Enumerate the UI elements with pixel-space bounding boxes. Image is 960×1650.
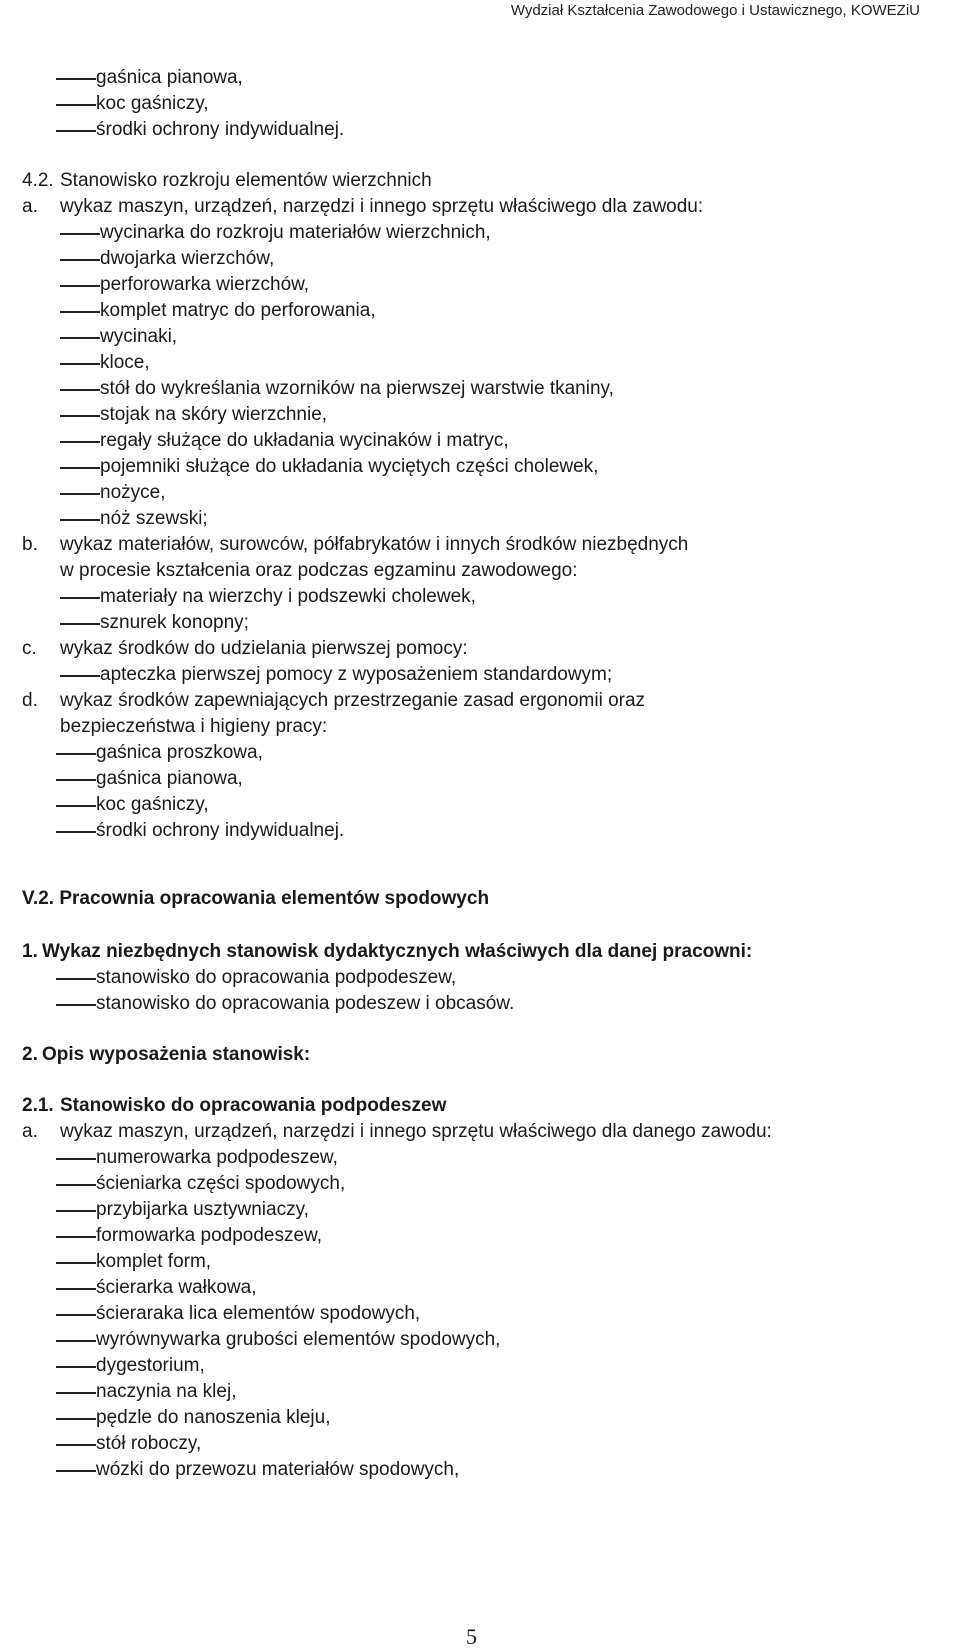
list-item: dygestorium,: [96, 1355, 205, 1376]
bullet-dash: [56, 130, 96, 132]
list-item: pojemniki służące do układania wyciętych części cholewek,: [100, 456, 599, 477]
section-number: 4.2.: [22, 170, 54, 191]
list-item: stojak na skóry wierzchnie,: [100, 404, 328, 425]
list-text: wykaz środków do udzielania pierwszej pomocy:: [60, 638, 468, 659]
list-item: środki ochrony indywidualnej.: [96, 820, 345, 841]
bullet-dash: [60, 389, 100, 391]
bullet-dash: [60, 337, 100, 339]
list-item: gaśnica pianowa,: [96, 768, 243, 789]
list-letter: d.: [22, 690, 38, 711]
list-item: wycinarka do rozkroju materiałów wierzchnich,: [100, 222, 491, 243]
list-item: koc gaśniczy,: [96, 93, 209, 114]
list-item: gaśnica proszkowa,: [96, 742, 263, 763]
list-item: apteczka pierwszej pomocy z wyposażeniem standardowym;: [100, 664, 613, 685]
bullet-dash: [60, 597, 100, 599]
bullet-dash: [56, 831, 96, 833]
bullet-dash: [56, 1418, 96, 1420]
chapter-heading: V.2. Pracownia opracowania elementów spodowych: [22, 888, 490, 909]
list-item: stół do wykreślania wzorników na pierwszej warstwie tkaniny,: [100, 378, 614, 399]
list-letter: a.: [22, 196, 38, 217]
list-item: numerowarka podpodeszew,: [96, 1147, 338, 1168]
list-text: wykaz maszyn, urządzeń, narzędzi i innego sprzętu właściwego dla zawodu:: [60, 196, 704, 217]
list-item: środki ochrony indywidualnej.: [96, 119, 345, 140]
section-heading: Opis wyposażenia stanowisk:: [42, 1044, 311, 1065]
list-text-continued: bezpieczeństwa i higieny pracy:: [60, 716, 328, 737]
list-item: komplet matryc do perforowania,: [100, 300, 376, 321]
section-number: 2.1.: [22, 1095, 54, 1116]
list-text: wykaz materiałów, surowców, półfabrykatów i innych środków niezbędnych: [60, 534, 689, 555]
list-text-continued: w procesie kształcenia oraz podczas egzaminu zawodowego:: [60, 560, 578, 581]
bullet-dash: [56, 1314, 96, 1316]
page-header: Wydział Kształcenia Zawodowego i Ustawicznego, KOWEZiU: [510, 2, 920, 19]
bullet-dash: [56, 1004, 96, 1006]
bullet-dash: [56, 1392, 96, 1394]
list-item: materiały na wierzchy i podszewki cholewek,: [100, 586, 476, 607]
list-item: dwojarka wierzchów,: [100, 248, 275, 269]
list-item: komplet form,: [96, 1251, 212, 1272]
list-item: gaśnica pianowa,: [96, 67, 243, 88]
list-letter: a.: [22, 1121, 38, 1142]
bullet-dash: [60, 259, 100, 261]
list-item: ścieraraka lica elementów spodowych,: [96, 1303, 421, 1324]
list-item: koc gaśniczy,: [96, 794, 209, 815]
list-item: stół roboczy,: [96, 1433, 202, 1454]
list-item: stanowisko do opracowania podeszew i obcasów.: [96, 993, 515, 1014]
bullet-dash: [60, 233, 100, 235]
bullet-dash: [56, 1366, 96, 1368]
bullet-dash: [60, 441, 100, 443]
bullet-dash: [60, 415, 100, 417]
section-number: 2.: [22, 1044, 38, 1065]
list-item: naczynia na klej,: [96, 1381, 237, 1402]
list-text: wykaz środków zapewniających przestrzeganie zasad ergonomii oraz: [60, 690, 646, 711]
list-item: wycinaki,: [100, 326, 178, 347]
list-item: nóż szewski;: [100, 508, 208, 529]
list-item: kloce,: [100, 352, 150, 373]
bullet-dash: [56, 1210, 96, 1212]
bullet-dash: [60, 493, 100, 495]
list-item: regały służące do układania wycinaków i matryc,: [100, 430, 509, 451]
bullet-dash: [56, 78, 96, 80]
bullet-dash: [56, 1470, 96, 1472]
bullet-dash: [60, 519, 100, 521]
list-item: przybijarka usztywniaczy,: [96, 1199, 309, 1220]
list-item: wyrównywarka grubości elementów spodowych,: [96, 1329, 501, 1350]
bullet-dash: [56, 1158, 96, 1160]
list-text: wykaz maszyn, urządzeń, narzędzi i innego sprzętu właściwego dla danego zawodu:: [60, 1121, 772, 1142]
bullet-dash: [60, 285, 100, 287]
bullet-dash: [56, 104, 96, 106]
list-item: perforowarka wierzchów,: [100, 274, 310, 295]
section-number: 1.: [22, 941, 38, 962]
bullet-dash: [56, 1340, 96, 1342]
bullet-dash: [56, 978, 96, 980]
bullet-dash: [56, 1236, 96, 1238]
section-heading: Stanowisko do opracowania podpodeszew: [60, 1095, 447, 1116]
list-item: formowarka podpodeszew,: [96, 1225, 323, 1246]
list-item: sznurek konopny;: [100, 612, 249, 633]
list-item: ścieniarka części spodowych,: [96, 1173, 346, 1194]
list-item: stanowisko do opracowania podpodeszew,: [96, 967, 457, 988]
list-item: pędzle do nanoszenia kleju,: [96, 1407, 331, 1428]
bullet-dash: [60, 467, 100, 469]
bullet-dash: [56, 779, 96, 781]
bullet-dash: [60, 311, 100, 313]
section-heading: Wykaz niezbędnych stanowisk dydaktycznych właściwych dla danej pracowni:: [42, 941, 753, 962]
bullet-dash: [56, 1288, 96, 1290]
bullet-dash: [56, 1262, 96, 1264]
section-heading: Stanowisko rozkroju elementów wierzchnich: [60, 170, 432, 191]
bullet-dash: [60, 675, 100, 677]
list-letter: c.: [22, 638, 37, 659]
list-item: nożyce,: [100, 482, 166, 503]
bullet-dash: [56, 805, 96, 807]
list-item: wózki do przewozu materiałów spodowych,: [96, 1459, 460, 1480]
bullet-dash: [56, 1444, 96, 1446]
bullet-dash: [56, 753, 96, 755]
bullet-dash: [60, 623, 100, 625]
list-letter: b.: [22, 534, 38, 555]
list-item: ścierarka wałkowa,: [96, 1277, 257, 1298]
bullet-dash: [60, 363, 100, 365]
page-number: 5: [466, 1624, 477, 1649]
bullet-dash: [56, 1184, 96, 1186]
